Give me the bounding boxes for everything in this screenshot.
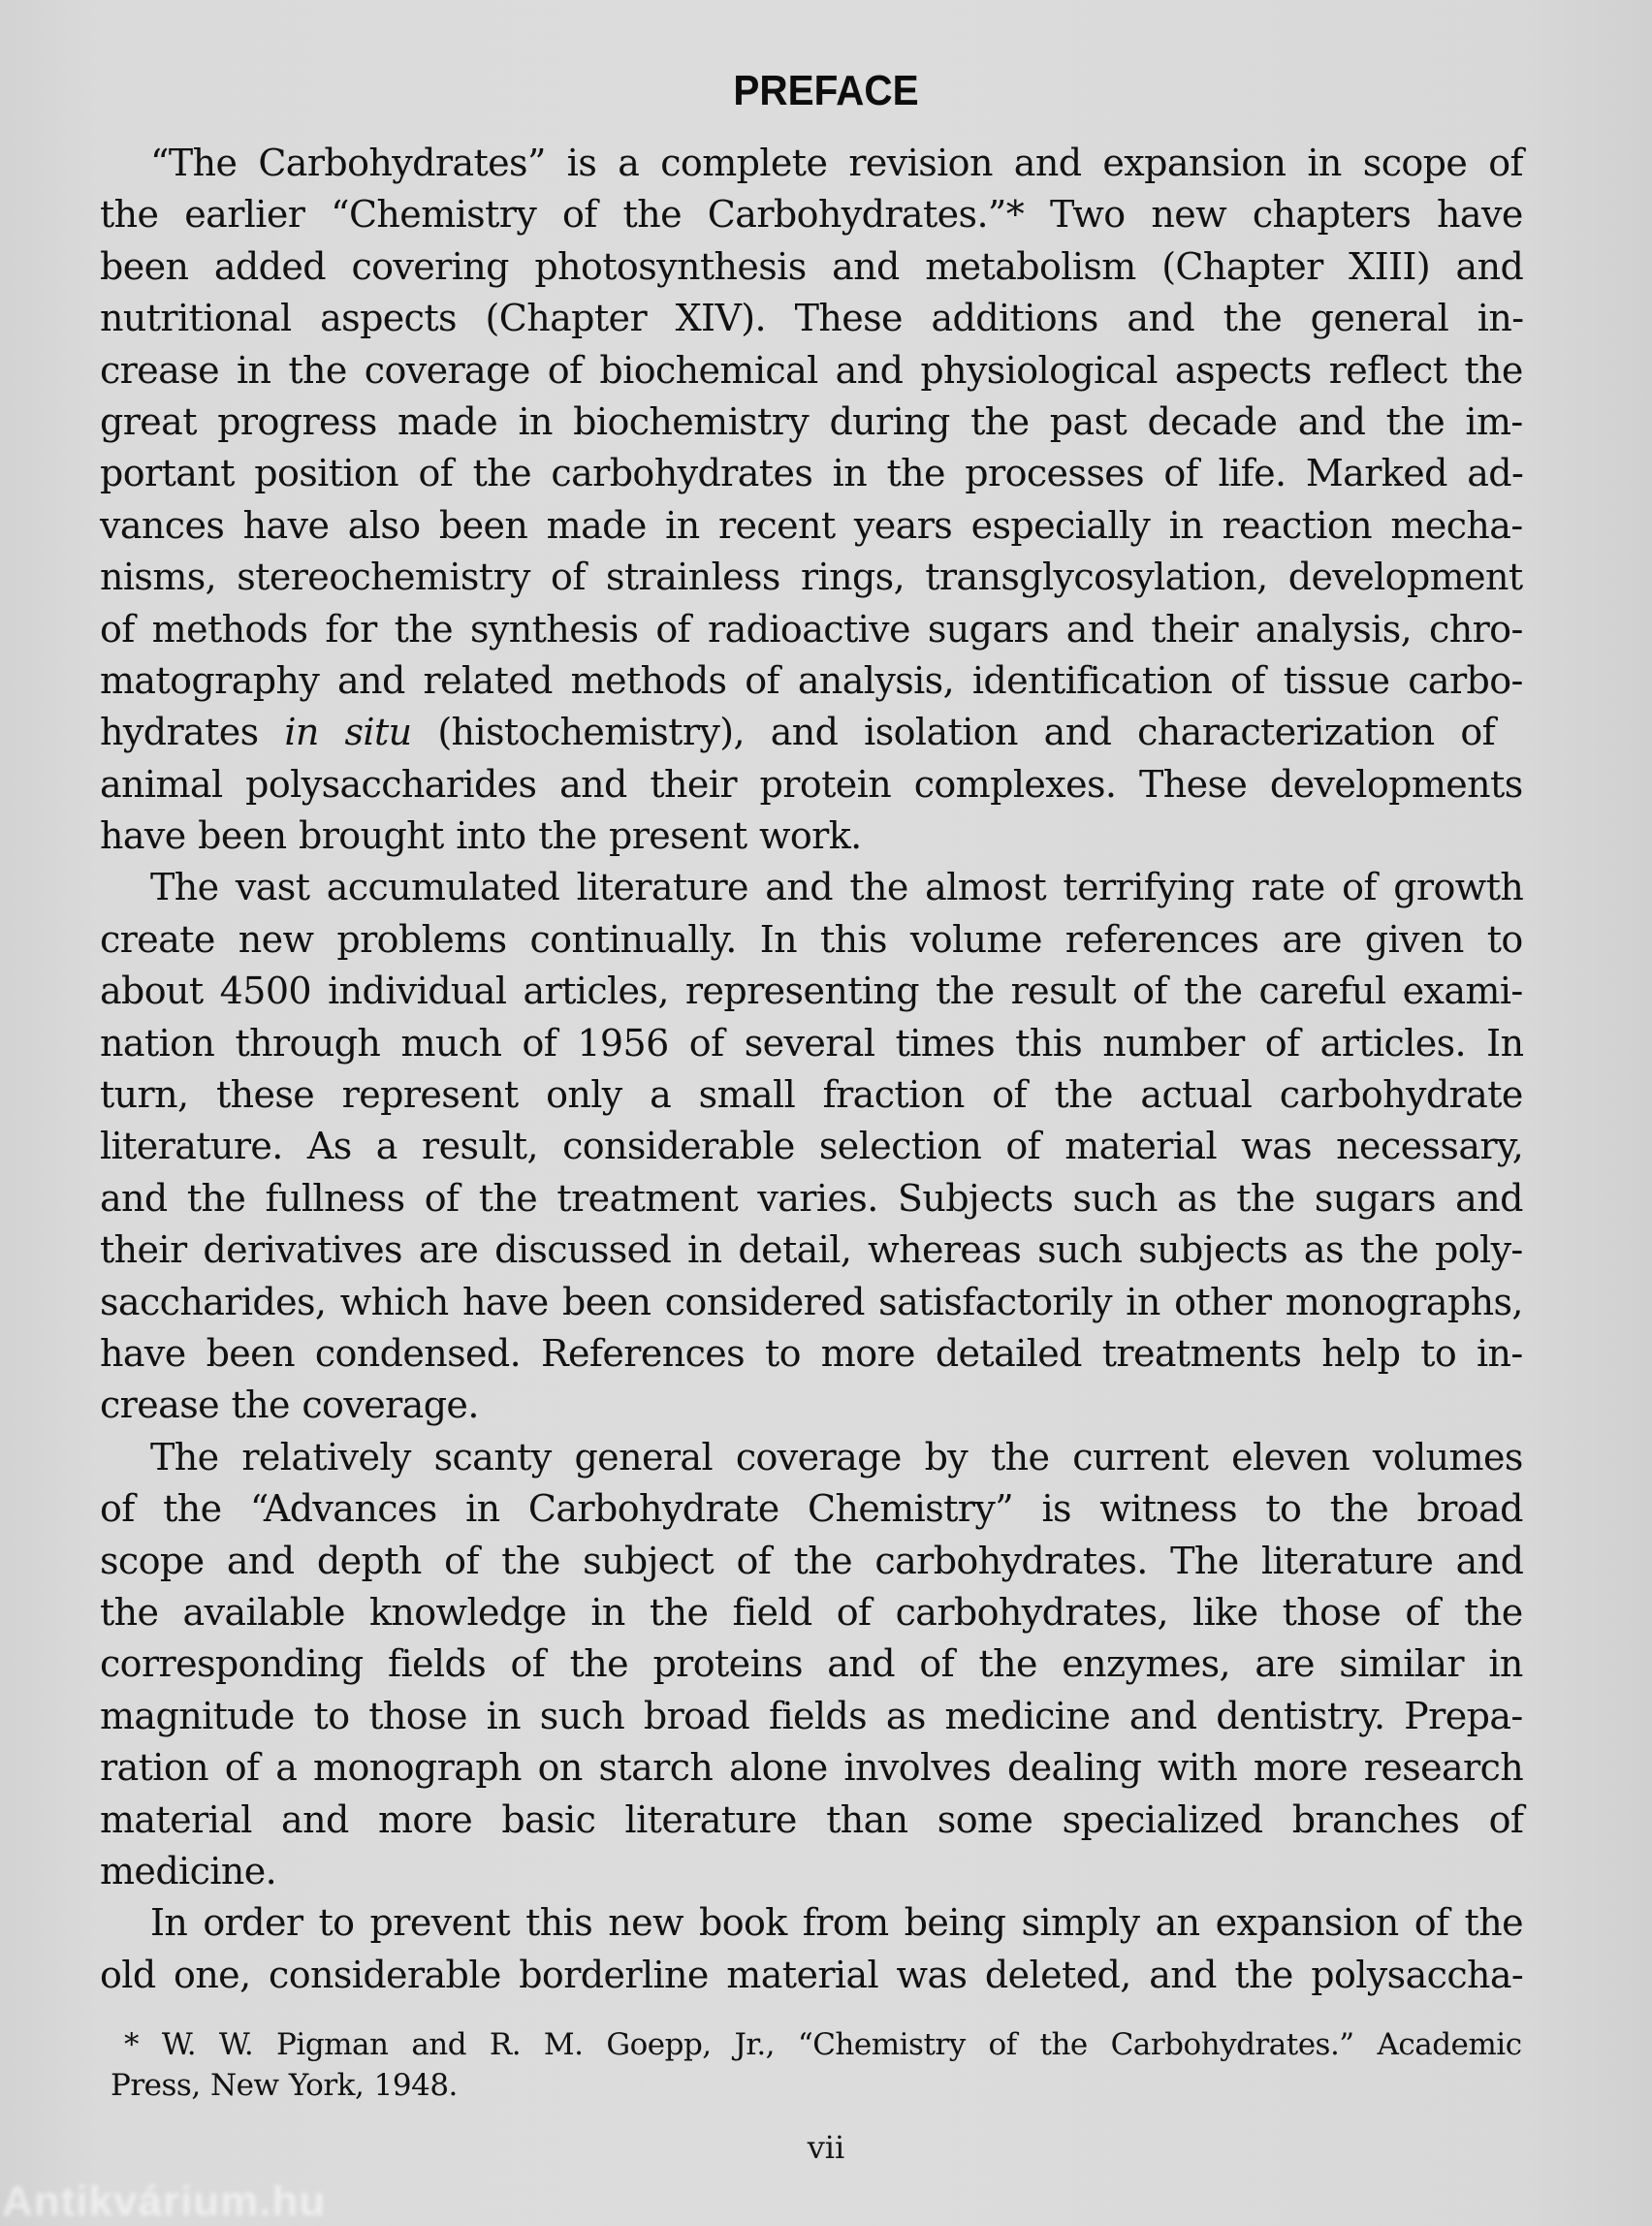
text-line: old one, considerable borderline material was deleted, and the polysaccha-	[100, 1953, 1524, 1996]
text-line: have been brought into the present work.	[100, 814, 862, 858]
watermark: Antikvárium.hu	[2, 2178, 327, 2225]
footnote	[111, 2024, 1522, 2106]
text-line: literature. As a result, considerable selection of material was necessary,	[100, 1125, 1524, 1168]
text-line: “The Carbohydrates” is a complete revision and expansion in scope of	[150, 142, 1523, 184]
text-line: of the “Advances in Carbohydrate Chemistry” is witness to the broad	[100, 1487, 1523, 1531]
text-line: medicine.	[100, 1849, 277, 1892]
text-line: portant position of the carbohydrates in the processes of life. Marked ad-	[100, 452, 1524, 495]
text-line: great progress made in biochemistry during the past decade and the im-	[100, 399, 1523, 443]
text-line: matography and related methods of analysis, identification of tissue carbo-	[100, 658, 1523, 702]
text-line: In order to prevent this new book from being simply an expansion of the	[150, 1901, 1523, 1945]
text-line: animal polysaccharides and their protein complexes. These developments	[100, 762, 1523, 806]
text-line: nisms, stereochemistry of strainless rings, transglycosylation, development	[100, 556, 1523, 599]
italic-term: in situ	[284, 711, 412, 754]
paragraph-2	[100, 862, 1523, 1431]
paragraph-3	[100, 1432, 1523, 1898]
text-line: scope and depth of the subject of the carbohydrates. The literature and	[100, 1539, 1524, 1582]
text-line: of methods for the synthesis of radioactive sugars and their analysis, chro-	[100, 607, 1523, 651]
paragraph-1	[100, 138, 1523, 862]
text-line: crease in the coverage of biochemical and physiological aspects reflect the	[100, 348, 1523, 392]
text-line-italic: hydrates in situ (histochemistry), and isolation and characterization of	[100, 711, 1496, 754]
text-line: The vast accumulated literature and the almost terrifying rate of growth	[150, 866, 1524, 909]
text-line: material and more basic literature than some specialized branches of	[100, 1797, 1524, 1841]
text-line: turn, these represent only a small fraction of the actual carbohydrate	[100, 1073, 1523, 1117]
text-line: the earlier “Chemistry of the Carbohydrates.”* Two new chapters have	[100, 193, 1523, 237]
text-line: been added covering photosynthesis and metabolism (Chapter XIII) and	[100, 244, 1524, 288]
text-line: nutritional aspects (Chapter XIV). These additions and the general in-	[100, 297, 1524, 340]
footnote-line: * W. W. Pigman and R. M. Goepp, Jr., “Chemistry of the Carbohydrates.” Academic	[124, 2027, 1522, 2062]
text-line: nation through much of 1956 of several times this number of articles. In	[100, 1021, 1524, 1065]
footnote-line: Press, New York, 1948.	[111, 2068, 458, 2103]
page-number: vii	[807, 2129, 845, 2166]
preface-body	[100, 138, 1523, 2001]
text-line: have been condensed. References to more detailed treatments help to in-	[100, 1331, 1523, 1375]
text-line: The relatively scanty general coverage by the current eleven volumes	[150, 1435, 1523, 1479]
text-line: magnitude to those in such broad fields as medicine and dentistry. Prepa-	[100, 1694, 1523, 1737]
page-title: PREFACE	[733, 67, 919, 115]
text-line: corresponding fields of the proteins and of the enzymes, are similar in	[100, 1642, 1523, 1686]
text-line: vances have also been made in recent years especially in reaction mecha-	[100, 503, 1523, 547]
text-line: create new problems continually. In this volume references are given to	[100, 917, 1523, 961]
text-line: saccharides, which have been considered satisfactorily in other monographs,	[100, 1280, 1523, 1323]
text-line: ration of a monograph on starch alone involves dealing with more research	[100, 1746, 1524, 1790]
text-line: and the fullness of the treatment varies. Subjects such as the sugars and	[100, 1176, 1523, 1220]
text-line: their derivatives are discussed in detail, whereas such subjects as the poly-	[100, 1228, 1523, 1272]
text-line: crease the coverage.	[100, 1383, 479, 1427]
text-line: the available knowledge in the field of carbohydrates, like those of the	[100, 1590, 1523, 1634]
text-line: about 4500 individual articles, representing the result of the careful exami-	[100, 970, 1523, 1013]
paragraph-4	[100, 1897, 1523, 2001]
